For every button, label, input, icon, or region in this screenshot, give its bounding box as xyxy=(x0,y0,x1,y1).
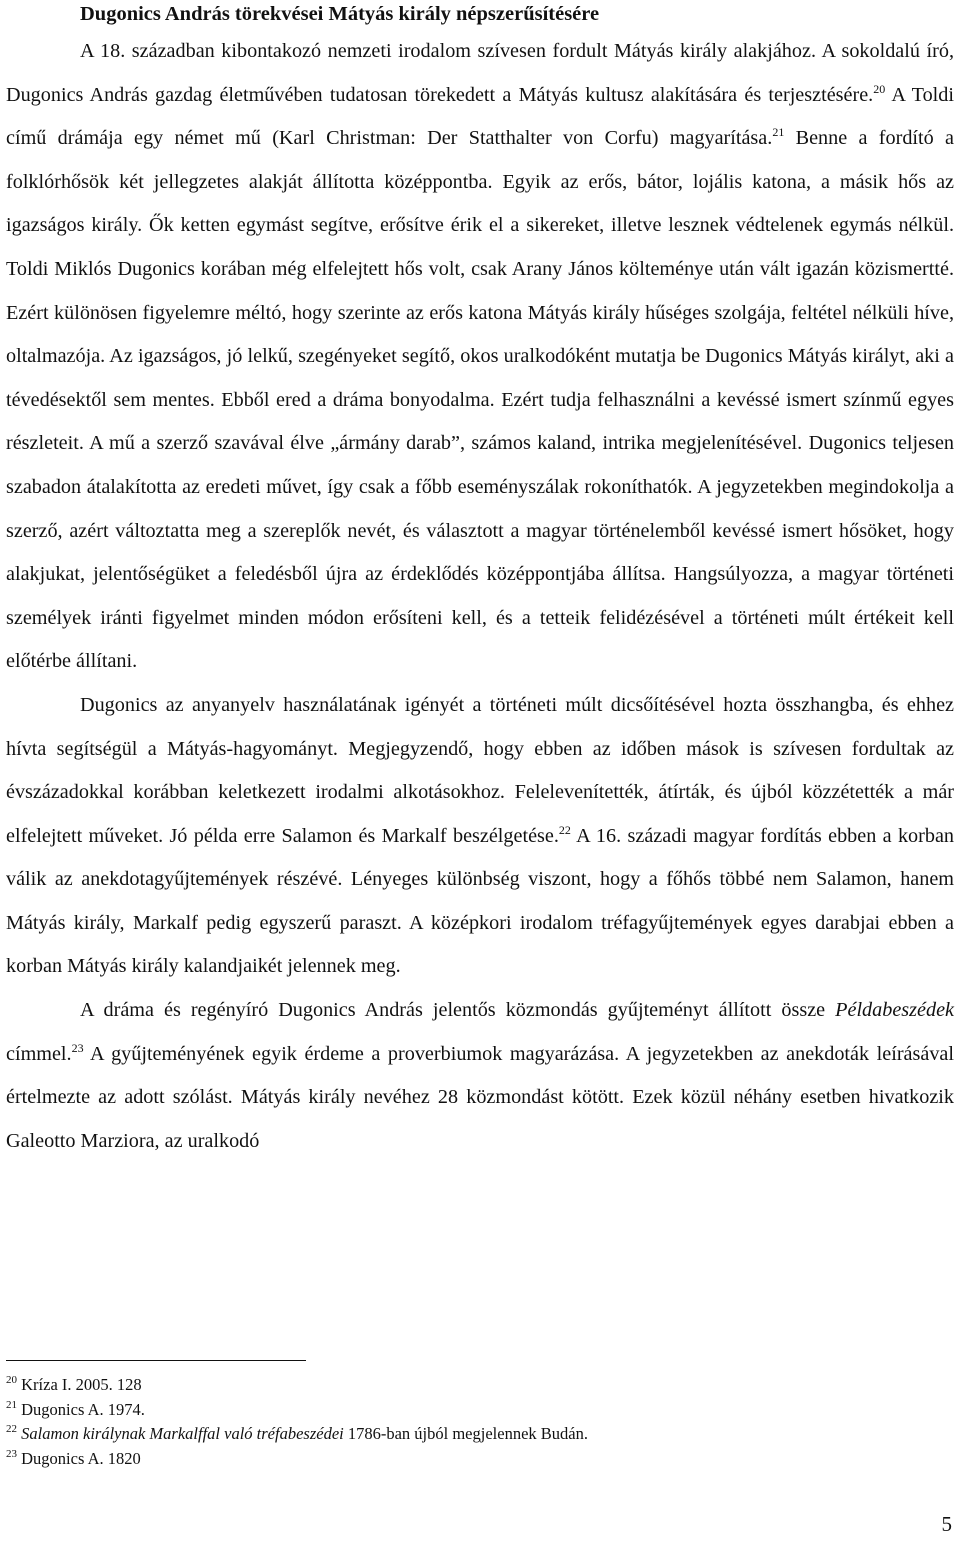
footnote-ref: 22 xyxy=(6,1423,17,1435)
paragraph-1: A 18. században kibontakozó nemzeti irodalom szívesen fordult Mátyás király alakjához. A sokoldalú író, Dugonics András gazdag életművében tudatosan törekedett a Mátyás kultusz alakítására és terjesztésére.$^{20}$ A Toldi című drámája egy német mű (Karl Christman: Der Statthalter von Corfu) magyarítása.$^{21}$ Benne a fordító a folklórhősök két jellegzetes alakját állította középpontba. Egyik az erős, bátor, lojális katona, a másik hős az igazságos király. Ők ketten egymást segítve, erősítve érik el a sikereket, illetve lesznek védtelenek egymás nélkül. Toldi Miklós Dugonics korában még elfelejtett hős volt, csak Arany János költeménye után vált igazán közismertté. Ezért különösen figyelemre méltó, hogy szerinte az erős katona Mátyás király hűséges szolgája, feltétel nélküli híve, oltalmazója. Az igazságos, jó lelkű, szegényeket segítő, okos uralkodóként mutatja be Dugonics Mátyás királyt, aki a tévedésektől sem mentes. Ebből ered a dráma bonyodalma. Ezért tudja felhasználni a kevéssé ismert színmű egyes részleteit. A mű a szerző szavával élve „ármány darab”, számos kaland, intrika megjelenítésével. Dugonics teljesen szabadon átalakította az eredeti művet, így csak a főbb eseményszálak rokoníthatók. A jegyzetekben megindokolja a szerző, azért változtatta meg a szereplők nevét, és választott a magyar történelemből kevéssé ismert hősöket, hogy alakjukat, jelentőségüket a feledésből újra az érdeklődés középpontjába állítsa. Hangsúlyozza, a magyar történeti személyek iránti figyelmet minden módon erősíteni kell, és a tetteik felidézésével a történeti múlt értékeit kell előtérbe állítani. xyxy=(6,40,954,673)
footnotes xyxy=(6,1373,946,1471)
italic-title: Salamon királynak Markalffal való tréfabeszédei xyxy=(21,1424,344,1443)
page xyxy=(6,0,954,1163)
page-number: 5 xyxy=(941,1512,952,1536)
footnote-ref: 23 xyxy=(6,1447,17,1460)
paragraph-3: A dráma és regényíró Dugonics András jelentős közmondás gyűjteményt állított össze Példabeszédek címmel.$^{23}$ A gyűjteményének egyik érdeme a proverbiumok magyarázása. A jegyzetekben az anekdoták leírásával értelmezte az adott szólást. Mátyás király nevéhez 28 közmondást kötött. Ezek közül néhány esetben hivatkozik Galeotto Marziora, az uralkodó xyxy=(6,999,954,1152)
footnote-ref: 21 xyxy=(772,125,785,140)
footnote-ref: 23 xyxy=(71,1040,84,1055)
footnote-ref: 22 xyxy=(558,822,571,837)
footnote-separator xyxy=(6,1360,306,1361)
footnote-ref: 20 xyxy=(873,81,886,96)
footnote-23: $^{23}$ Dugonics A. 1820 xyxy=(6,1447,141,1468)
footnote-22: $^{22}$ Salamon királynak Markalffal való tréfabeszédei 1786-ban újból megjelennek Budán. xyxy=(6,1423,588,1443)
section-title: Dugonics András törekvései Mátyás király népszerűsítésére xyxy=(80,3,600,25)
paragraph-2: Dugonics az anyanyelv használatának igényét a történeti múlt dicsőítésével hozta összhangba, és ehhez hívta segítségül a Mátyás-hagyományt. Megjegyzendő, hogy ebben az időben mások is szívesen fordultak az évszázadokkal korábban keletkezett irodalmi alkotásokhoz. Felelevenítették, átírták, és újból közzétették a már elfelejtett műveket. Jó példa erre Salamon és Markalf beszélgetése.$^{22}$ A 16. századi magyar fordítás ebben a korban válik az anekdotagyűjtemények részévé. Lényeges különbség viszont, hogy a főhős többé nem Salamon, hanem Mátyás király, Markalf pedig egyszerű paraszt. A középkori irodalom tréfagyűjtemények egyes darabjai ebben a korban Mátyás király kalandjaikét jelennek meg. xyxy=(6,693,954,978)
footnote-20: $^{20}$ Kríza I. 2005. 128 xyxy=(6,1374,142,1394)
footnote-ref: 21 xyxy=(6,1398,17,1411)
footnote-ref: 20 xyxy=(6,1374,17,1386)
italic-title: Példabeszédek xyxy=(835,999,954,1022)
footnote-21: $^{21}$ Dugonics A. 1974. xyxy=(6,1398,145,1419)
